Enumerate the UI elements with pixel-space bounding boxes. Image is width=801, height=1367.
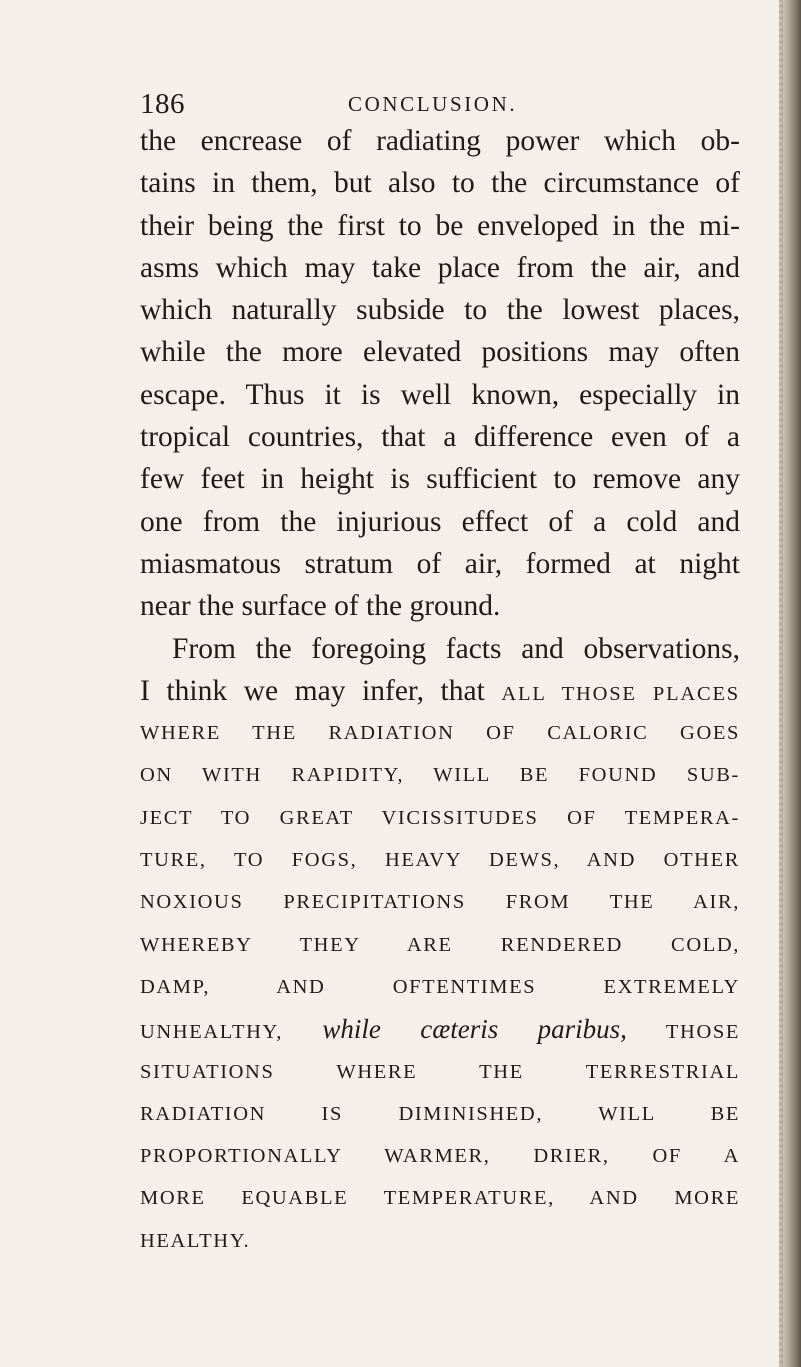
text-line: miasmatous stratum of air, formed at night <box>140 547 740 580</box>
text-line: their being the first to be enveloped in the mi- <box>140 209 740 242</box>
small-caps-line: HEALTHY. <box>140 1229 251 1252</box>
small-caps-line: DAMP, AND OFTENTIMES EXTREMELY <box>140 975 740 998</box>
small-caps-line: NOXIOUS PRECIPITATIONS FROM THE AIR, <box>140 891 740 914</box>
text-run: I think we may infer, that <box>140 674 485 707</box>
italic-run: while cæteris paribus, <box>322 1014 627 1045</box>
small-caps-line: TURE, TO FOGS, HEAVY DEWS, AND OTHER <box>140 849 740 872</box>
text-line: escape. Thus it is well known, especially in <box>140 378 740 411</box>
small-caps-run: ALL THOSE PLACES <box>501 682 740 705</box>
text-line: tains in them, but also to the circumstance of <box>140 167 740 200</box>
small-caps-line: WHERE THE RADIATION OF CALORIC GOES <box>140 722 740 745</box>
small-caps-line: PROPORTIONALLY WARMER, DRIER, OF A <box>140 1145 740 1168</box>
mixed-line <box>140 1008 740 1050</box>
small-caps-block <box>140 712 740 1262</box>
text-line: asms which may take place from the air, and <box>140 251 740 284</box>
small-caps-line: JECT TO GREAT VICISSITUDES OF TEMPERA- <box>140 806 740 829</box>
text-line <box>140 670 740 712</box>
small-caps-line: WHEREBY THEY ARE RENDERED COLD, <box>140 933 740 956</box>
text-line: while the more elevated positions may often <box>140 336 740 369</box>
small-caps-line: MORE EQUABLE TEMPERATURE, AND MORE <box>140 1187 740 1210</box>
page-number: 186 <box>140 88 185 120</box>
text-line: tropical countries, that a difference even of a <box>140 421 740 454</box>
text-line: one from the injurious effect of a cold and <box>140 505 740 538</box>
text-line: which naturally subside to the lowest places, <box>140 294 740 327</box>
small-caps-line: SITUATIONS WHERE THE TERRESTRIAL <box>140 1060 740 1083</box>
text-line: near the surface of the ground. <box>140 590 501 623</box>
body-text <box>140 120 740 1262</box>
text-line: the encrease of radiating power which ob- <box>140 125 740 157</box>
paragraph-1 <box>140 120 740 628</box>
small-caps-line: ON WITH RAPIDITY, WILL BE FOUND SUB- <box>140 764 740 787</box>
small-caps-run: UNHEALTHY, <box>140 1021 283 1044</box>
paragraph-2 <box>140 628 740 1262</box>
page-edge <box>779 0 801 1367</box>
small-caps-line: RADIATION IS DIMINISHED, WILL BE <box>140 1102 740 1125</box>
text-line: From the foregoing facts and observations, <box>172 632 740 665</box>
text-line: few feet in height is sufficient to remove any <box>140 463 740 496</box>
small-caps-run: THOSE <box>665 1021 740 1044</box>
running-head: CONCLUSION. <box>348 92 518 116</box>
